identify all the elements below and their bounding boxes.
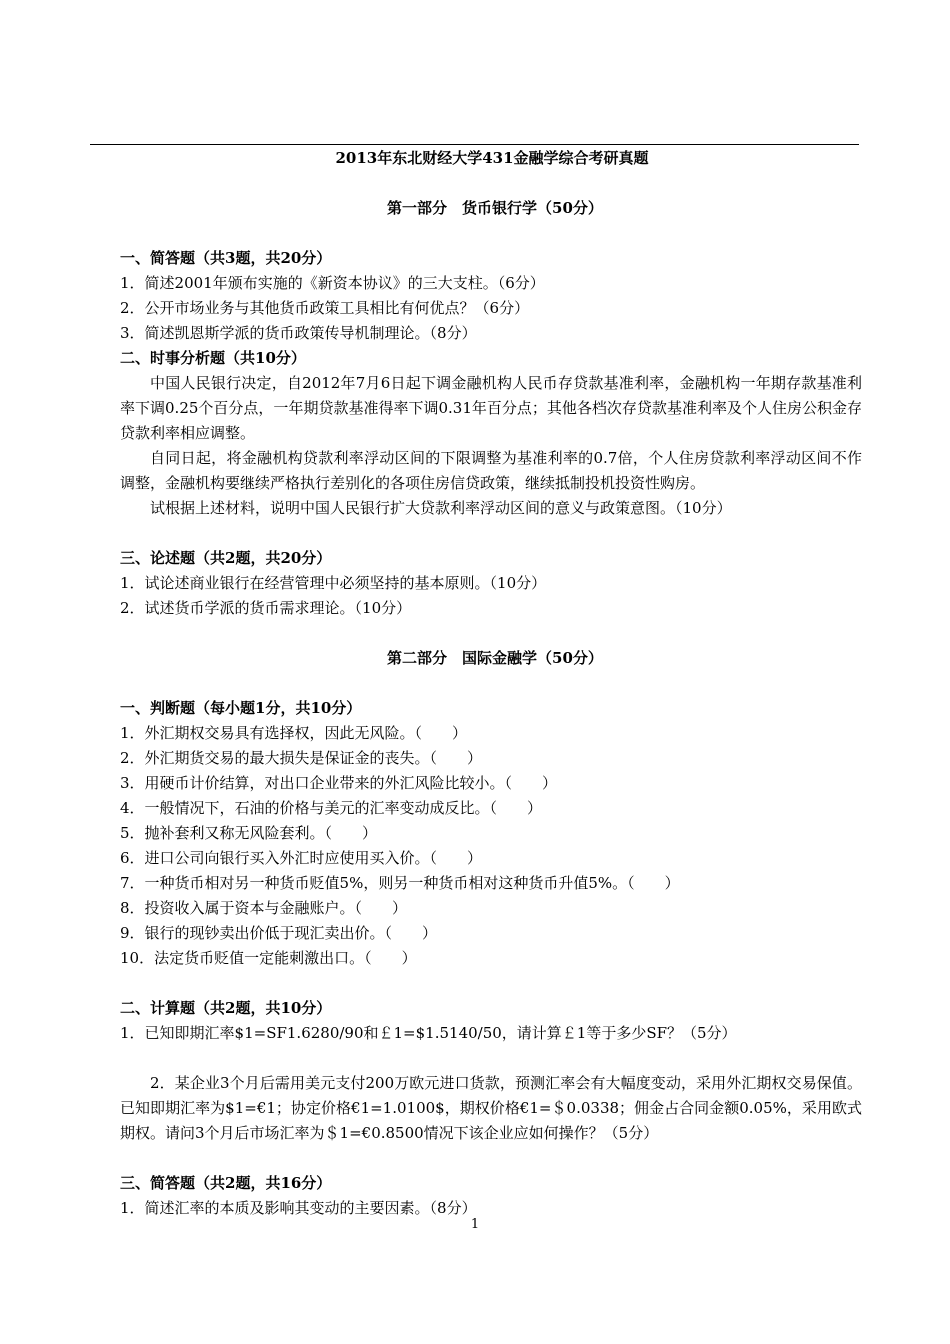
judgment-item: 2．外汇期货交易的最大损失是保证金的丧失。（ ）: [120, 749, 483, 767]
judgment-item: 6．进口公司向银行买入外汇时应使用买入价。（ ）: [120, 849, 483, 867]
question-item: 2．公开市场业务与其他货币政策工具相比有何优点？（6分）: [120, 299, 530, 317]
p1-section1-heading: 一、简答题（共3题，共20分）: [120, 249, 332, 267]
question-item: 1．简述2001年颁布实施的《新资本协议》的三大支柱。（6分）: [120, 274, 545, 292]
part1-heading: 第一部分 货币银行学（50分）: [387, 199, 603, 217]
judgment-item: 7．一种货币相对另一种货币贬值5%，则另一种货币相对这种货币升值5%。（ ）: [120, 874, 680, 892]
judgment-item: 4．一般情况下，石油的价格与美元的汇率变动成反比。（ ）: [120, 799, 543, 817]
p1-section3-heading: 三、论述题（共2题，共20分）: [120, 549, 332, 567]
question-item: 3．简述凯恩斯学派的货币政策传导机制理论。（8分）: [120, 324, 477, 342]
question-item: 1．简述汇率的本质及影响其变动的主要因素。（8分）: [120, 1199, 477, 1217]
material-paragraph: 自同日起，将金融机构贷款利率浮动区间的下限调整为基准利率的0.7倍，个人住房贷款利率浮动区间不作调整，金融机构要继续严格执行差别化的各项住房信贷政策，继续抵制投机投资性购房。: [120, 449, 862, 492]
document-title: 2013年东北财经大学431金融学综合考研真题: [335, 149, 649, 167]
judgment-item: 8．投资收入属于资本与金融账户。（ ）: [120, 899, 408, 917]
judgment-item: 1．外汇期权交易具有选择权，因此无风险。（ ）: [120, 724, 468, 742]
material-paragraph: 试根据上述材料，说明中国人民银行扩大贷款利率浮动区间的意义与政策意图。（10分）: [150, 499, 732, 517]
page-number: 1: [470, 1217, 480, 1232]
document-body: [120, 146, 862, 1221]
judgment-item: 3．用硬币计价结算，对出口企业带来的外汇风险比较小。（ ）: [120, 774, 558, 792]
question-item: 2．试述货币学派的货币需求理论。（10分）: [120, 599, 412, 617]
p2-section1-heading: 一、判断题（每小题1分，共10分）: [120, 699, 362, 717]
p2-section2-heading: 二、计算题（共2题，共10分）: [120, 999, 332, 1017]
question-item: 1．试论述商业银行在经营管理中必须坚持的基本原则。（10分）: [120, 574, 547, 592]
part2-heading: 第二部分 国际金融学（50分）: [387, 649, 603, 667]
judgment-item: 5．抛补套利又称无风险套利。（ ）: [120, 824, 378, 842]
calc-question-1: 1．已知即期汇率$1=SF1.6280/90和￡1=$1.5140/50，请计算￡1等于多少SF？（5分）: [120, 1024, 737, 1042]
header-rule: [90, 144, 859, 145]
judgment-item: 10．法定货币贬值一定能刺激出口。（ ）: [120, 949, 417, 967]
material-paragraph: 中国人民银行决定，自2012年7月6日起下调金融机构人民币存贷款基准利率，金融机构一年期存款基准利率下调0.25个百分点，一年期贷款基准得率下调0.31年百分点；其他各档次存贷款基准利率及个人住房公积金存贷款利率相应调整。: [120, 374, 862, 442]
judgment-item: 9．银行的现钞卖出价低于现汇卖出价。（ ）: [120, 924, 438, 942]
p2-section3-heading: 三、简答题（共2题，共16分）: [120, 1174, 332, 1192]
p1-section2-heading: 二、时事分析题（共10分）: [120, 349, 306, 367]
calc-question-2: 2．某企业3个月后需用美元支付200万欧元进口货款，预测汇率会有大幅度变动，采用外汇期权交易保值。已知即期汇率为$1=€1；协定价格€1=1.0100$，期权价格€1=＄0.0338；佣金占合同金额0.05%，采用欧式期权。请问3个月后市场汇率为＄1=€0.8500情况下该企业应如何操作？（5分）: [120, 1074, 862, 1142]
